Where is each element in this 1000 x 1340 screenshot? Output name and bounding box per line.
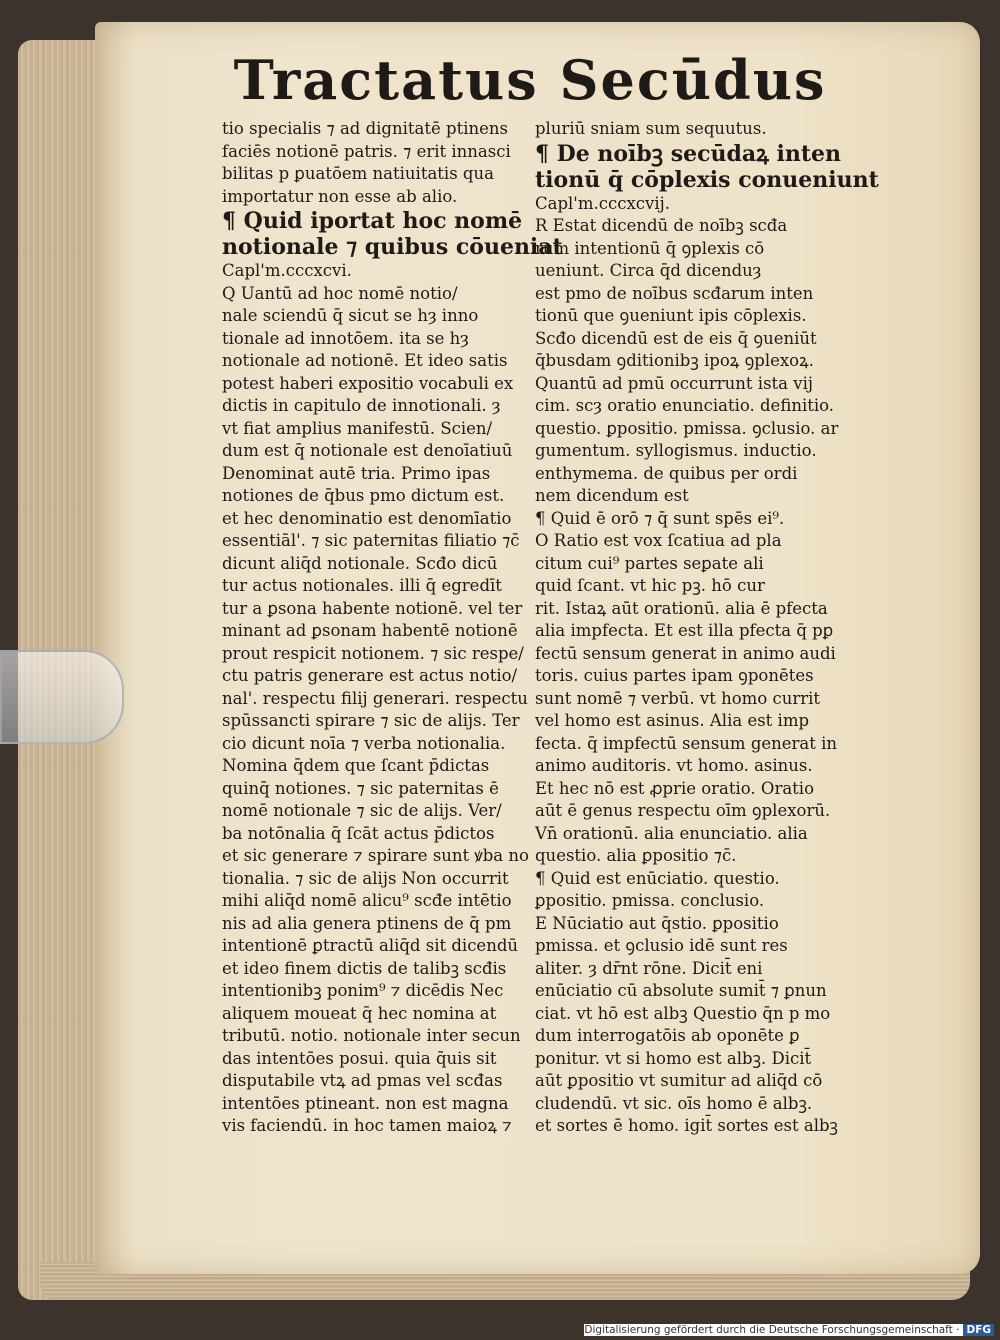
text-line: ctu patris generare est actus notio/ [222,666,518,685]
text-line: animo auditoris. vt homo. asinus. [535,756,813,775]
text-line: rit. Istaꝝ aūt orationū. alia ē pfecta [535,598,828,618]
text-line: notionale ad notionē. Et ideo satis [222,351,508,370]
text-line: cio dicunt noīa ⁊ verba notionalia. [222,733,506,753]
text-line: notiones de q̄bus pmo dictum est. [222,486,505,505]
text-line: tio specialis ⁊ ad dignitatē ptinens [222,119,508,138]
text-line: nem dicendum est [535,486,689,505]
text-line: nal'. respectu filij generari. respectu [222,688,528,708]
text-line: questio. ꝑpositio. pmissa. ꝯclusio. ar [535,418,839,438]
text-line: ponitur. vt si homo est albꝫ. Dicit̄ [535,1048,812,1068]
footer-credit [584,1324,994,1336]
text-line: tur actus notionales. illi q̄ egredīt [222,576,502,595]
text-line: et sortes ē homo. igit̄ sortes est albꝫ [535,1116,838,1135]
text-line: R Estat dicendū de noībꝫ scđa [535,216,788,235]
text-line: fecta. q̄ impfectū sensum generat in [535,733,838,753]
text-line: sunt nomē ⁊ verbū. vt homo currit [535,688,821,708]
text-line: spūssancti spirare ⁊ sic de alijs. Ter [222,711,520,730]
running-title: Tractatus Secūdus [233,48,827,112]
chapter-heading: ¶ Quid iportat hoc nomē [222,208,523,234]
text-line: nis ad alia genera ptinens de q̄ pm [222,913,512,933]
text-line: enūciatio cū absolute sumit̄ ⁊ ꝑnun [535,981,827,1000]
text-line: cim. scȝ oratio enunciatio. definitio. [535,396,835,415]
text-line: pluriū sniam sum sequutus. [535,119,767,138]
text-line: Capl'm.cccxcvi. [222,261,352,280]
text-line: ¶ Quid ē orō ⁊ q̄ sunt spēs ei⁹. [535,508,785,528]
text-line: tionale ad innotōem. ita se hȝ [222,328,469,348]
text-line: intentōes ptineant. non est magna [222,1093,509,1113]
text-line: vel homo est asinus. Alia est imp [535,711,810,730]
text-line: Q Uantū ad hoc nomē notio/ [222,283,458,303]
text-line: Denominat autē tria. Primo ipas [222,463,491,483]
text-line: aliquem moueat q̄ hec nomina at [222,1003,497,1023]
text-line: bilitas p ꝑuatōem natiuitatis qua [222,164,494,183]
text-line: essentiāl'. ⁊ sic paternitas filiatio ⁊c̄ [222,531,520,550]
text-line: est pmo de noībus scđarum inten [535,283,814,303]
text-line: et sic generare ⁊ spirare sunt ꝟba no [222,846,529,865]
text-line: enthymema. de quibus per ordi [535,463,798,483]
text-line: toris. cuius partes ipam ꝯponētes [535,666,814,685]
text-line: q̄busdam ꝯditionibꝫ ipoꝝ ꝯplexoꝝ. [535,351,814,370]
text-line: Quantū ad pmū occurrunt ista vij [535,373,813,393]
text-line: pmissa. et ꝯclusio idē sunt res [535,936,788,955]
text-line: aūt ē genus respectu oīm ꝯplexorū. [535,801,831,820]
footer-text: Digitalisierung gefördert durch die Deutsche Forschungsgemeinschaft · [584,1324,960,1336]
text-line: vis faciendū. in hoc tamen maioꝝ ⁊ [222,1116,512,1135]
text-line: Nomina q̄dem que ſcant p̄dictas [222,756,490,775]
text-line: mihi aliq̄d nomē alicu⁹ scđe intētio [222,891,512,910]
text-line: tionalia. ⁊ sic de alijs Non occurrit [222,868,509,888]
text-line: dicunt aliq̄d notionale. Scđo dicū [222,553,498,573]
text-line: et hec denominatio est denomīatio [222,508,512,528]
text-line: potest haberi expositio vocabuli ex [222,373,514,393]
text-line: nomē notionale ⁊ sic de alijs. Ver/ [222,801,502,820]
text-line: ba notōnalia q̄ ſcāt actus p̄dictos [222,823,495,843]
text-line: Vn̄ orationū. alia enunciatio. alia [535,823,808,843]
text-line: Capl'm.cccxcvij. [535,193,670,213]
text-line: tur a ꝑsona habente notionē. vel ter [222,598,523,618]
text-line: fectū sensum generat in animo audi [535,643,836,663]
text-line: Et hec nō est ꝓprie oratio. Oratio [535,778,815,798]
text-line: prout respicit notionem. ⁊ sic respe/ [222,643,524,663]
text-line: tributū. notio. notionale inter secun [222,1026,521,1045]
text-line: faciēs notionē patris. ⁊ erit innasci [222,141,511,161]
text-line: alia impfecta. Et est illa pfecta q̄ pꝑ [535,621,834,640]
text-line: vt fiat amplius manifestū. Scien/ [222,418,493,438]
text-line: ¶ Quid est enūciatio. questio. [535,868,780,888]
text-line: tionū que ꝯueniunt ipis cōplexis. [535,306,807,325]
text-column-right [535,118,879,1138]
text-line: ciat. vt hō est albꝫ Questio q̄n p mo [535,1003,831,1023]
text-line: cludendū. vt sic. oīs homo ē albꝫ. [535,1093,813,1113]
chapter-heading: ¶ De noībꝫ secūdaꝝ inten [535,140,841,167]
text-line: aliter. ȝ dr̄nt rōne. Dicit̄ eni [535,958,763,978]
chapter-heading: notionale ⁊ quibus cōueniat [222,234,563,260]
text-line: Scđo dicendū est de eis q̄ ꝯueniūt [535,328,817,348]
text-line: et ideo finem dictis de talibꝫ scđis [222,958,507,978]
text-line: dictis in capitulo de innotionali. ȝ [222,396,501,415]
text-line: nale sciendū q̄ sicut se hȝ inno [222,306,479,325]
text-line: O Ratio est vox ſcatiua ad pla [535,531,782,550]
text-line: dum interrogatōis ab oponēte ꝑ [535,1026,800,1045]
glass-clip [0,650,124,744]
text-line: minant ad ꝑsonam habentē notionē [222,621,518,640]
dfg-logo: DFG [963,1324,994,1336]
text-line: gumentum. syllogismus. inductio. [535,441,817,460]
text-line: dum est q̄ notionale est denoīatiuū [222,441,513,460]
text-line: disputabile vtꝝ ad pmas vel scđas [222,1071,503,1090]
text-line: intentionibꝫ ponim⁹ ⁊ dicēdis Nec [222,981,504,1000]
text-line: quid ſcant. vt hic pꝫ. hō cur [535,576,765,595]
text-line: quinq̄ notiones. ⁊ sic paternitas ē [222,778,499,798]
text-line: aūt ꝑpositio vt sumitur ad aliq̄d cō [535,1071,823,1090]
text-line: ꝑpositio. pmissa. conclusio. [535,891,765,910]
text-line: E Nūciatio aut q̄stio. ꝑpositio [535,913,779,933]
text-line: intentionē ꝑtractū aliq̄d sit dicendū [222,936,519,955]
text-line: rum intentionū q̄ ꝯplexis cō [535,238,765,258]
text-line: importatur non esse ab alio. [222,186,458,206]
text-line: das intentōes posui. quia q̄uis sit [222,1048,497,1068]
text-line: citum cui⁹ partes seꝑate ali [535,553,764,573]
text-line: questio. alia ꝑpositio ⁊c̄. [535,846,737,865]
chapter-heading: tionū q̄ cōplexis conueniunt [535,166,879,193]
text-column-left [222,118,563,1138]
text-line: ueniunt. Circa q̄d dicenduȝ [535,261,762,280]
